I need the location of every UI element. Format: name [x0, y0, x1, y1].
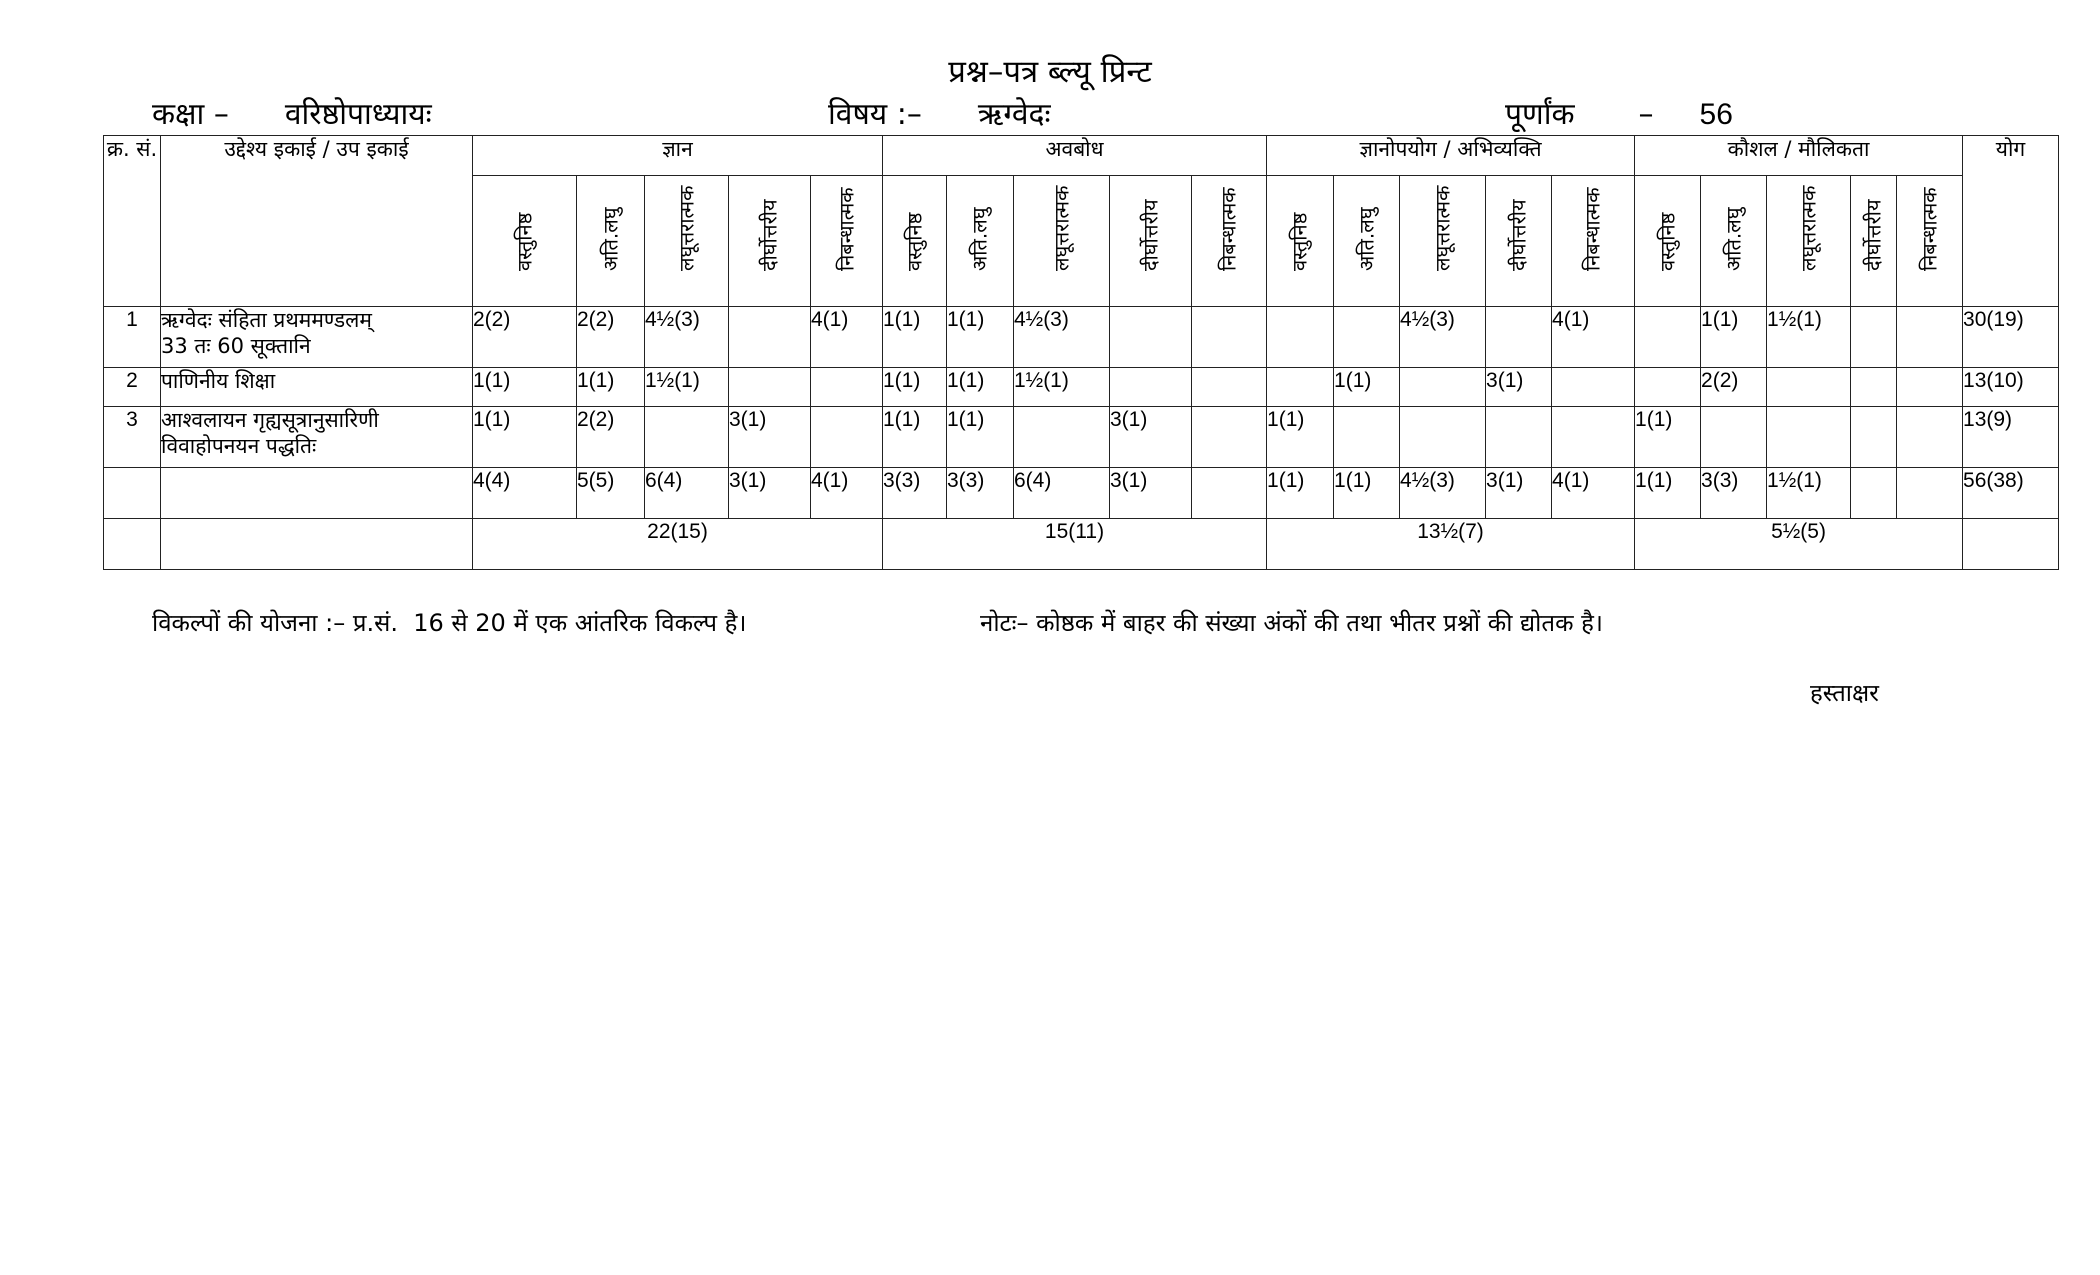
- marks-cell: 1(1): [577, 368, 645, 407]
- marks-cell: 1½(1): [1014, 368, 1110, 407]
- question-type-header: [1110, 176, 1192, 307]
- column-total: 3(1): [729, 468, 811, 519]
- group-total: 5½(5): [1635, 519, 1963, 570]
- marks-cell: [1851, 307, 1897, 368]
- note-text: नोटः– कोष्ठक में बाहर की संख्या अंकों की तथा भीतर प्रश्नों की द्योतक है।: [980, 609, 1603, 637]
- marks-cell: [1767, 407, 1851, 468]
- blueprint-body: [104, 307, 2059, 570]
- question-type-label: अति.लघु: [598, 207, 622, 271]
- page-title: प्रश्न–पत्र ब्ल्यू प्रिन्ट: [948, 54, 1152, 90]
- signature-label: हस्ताक्षर: [1810, 679, 1879, 707]
- class-label: कक्षा –: [152, 97, 229, 132]
- question-type-label: निबन्धात्मक: [834, 187, 858, 271]
- blueprint-table: [103, 135, 2059, 570]
- marks-cell: [1701, 407, 1767, 468]
- group-header-kaushal: कौशल / मौलिकता: [1635, 136, 1963, 176]
- column-total: 1½(1): [1767, 468, 1851, 519]
- marks-cell: [1897, 407, 1963, 468]
- marks-cell: [1552, 407, 1635, 468]
- row-total: 13(9): [1963, 407, 2059, 468]
- row-unit-line: आश्वलायन गृह्यसूत्रानुसारिणी: [161, 408, 379, 432]
- question-type-label: वस्तुनिष्ठ: [1287, 212, 1312, 271]
- question-type-label: वस्तुनिष्ठ: [1655, 212, 1680, 271]
- marks-cell: 1(1): [1267, 407, 1334, 468]
- column-total: 3(1): [1486, 468, 1552, 519]
- marks-cell: [1267, 368, 1334, 407]
- group-total: 13½(7): [1267, 519, 1635, 570]
- question-type-label: निबन्धात्मक: [1580, 187, 1605, 271]
- marks-cell: 2(2): [1701, 368, 1767, 407]
- row-unit-line: पाणिनीय शिक्षा: [161, 369, 276, 393]
- question-type-label: वस्तुनिष्ठ: [902, 212, 926, 271]
- column-total: 3(3): [883, 468, 947, 519]
- question-type-header: [1552, 176, 1635, 307]
- grand-total: 56(38): [1963, 468, 2059, 519]
- empty-cell: [161, 468, 473, 519]
- marks-cell: 1(1): [1701, 307, 1767, 368]
- row-serial: 1: [104, 307, 161, 368]
- group-totals-row: [104, 519, 2059, 570]
- question-type-header: [473, 176, 577, 307]
- column-total: 4(4): [473, 468, 577, 519]
- empty-cell: [161, 519, 473, 570]
- marks-cell: 1(1): [1635, 407, 1701, 468]
- marks-cell: 3(1): [729, 407, 811, 468]
- row-unit: [161, 407, 473, 468]
- marks-cell: [1767, 368, 1851, 407]
- question-type-header: [1701, 176, 1767, 307]
- subject-line: [828, 92, 1051, 133]
- class-value: वरिष्ठोपाध्यायः: [284, 97, 432, 132]
- marks-cell: [1897, 307, 1963, 368]
- question-type-label: लघूत्तरात्मक: [1430, 185, 1455, 271]
- row-total: 13(10): [1963, 368, 2059, 407]
- marks-cell: [1192, 407, 1267, 468]
- unit-header: उद्देश्य इकाई / उप इकाई: [161, 136, 473, 307]
- group-header-gyan: ज्ञान: [473, 136, 883, 176]
- table-row: [104, 407, 2059, 468]
- marks-cell: [1851, 368, 1897, 407]
- marks-cell: 3(1): [1110, 407, 1192, 468]
- question-type-label: दीर्घोत्तरीय: [1861, 199, 1886, 271]
- column-total: 6(4): [1014, 468, 1110, 519]
- question-type-header: [1897, 176, 1963, 307]
- column-total: 6(4): [645, 468, 729, 519]
- marks-cell: 4(1): [1552, 307, 1635, 368]
- question-type-label: अति.लघु: [1354, 207, 1379, 271]
- marks-cell: 4(1): [811, 307, 883, 368]
- yog-header: योग: [1963, 136, 2059, 307]
- marks-cell: 1(1): [473, 407, 577, 468]
- marks-cell: [1400, 368, 1486, 407]
- column-total: 1(1): [1334, 468, 1400, 519]
- marks-cell: [1486, 307, 1552, 368]
- marks-cell: 4½(3): [1014, 307, 1110, 368]
- row-unit-line: विवाहोपनयन पद्धतिः: [161, 434, 317, 459]
- question-type-header: [1851, 176, 1897, 307]
- question-type-label: निबन्धात्मक: [1917, 187, 1942, 271]
- marks-cell: [1552, 368, 1635, 407]
- marks-cell: [1486, 407, 1552, 468]
- marks-cell: [1192, 368, 1267, 407]
- question-type-header: [1635, 176, 1701, 307]
- marks-cell: 1(1): [947, 307, 1014, 368]
- question-type-label: वस्तुनिष्ठ: [512, 212, 536, 271]
- column-totals-row: [104, 468, 2059, 519]
- marks-cell: [1334, 307, 1400, 368]
- empty-cell: [104, 519, 161, 570]
- row-unit-line: 33 तः 60 सूक्तानि: [161, 334, 311, 359]
- question-type-header: [1192, 176, 1267, 307]
- column-total: 4(1): [1552, 468, 1635, 519]
- marks-cell: 2(2): [577, 307, 645, 368]
- marks-cell: [811, 407, 883, 468]
- marks-cell: [645, 407, 729, 468]
- column-total: [1851, 468, 1897, 519]
- question-type-header: [811, 176, 883, 307]
- question-type-header: [577, 176, 645, 307]
- total-marks-label: पूर्णांक: [1505, 97, 1575, 132]
- marks-cell: [1192, 307, 1267, 368]
- row-serial: 3: [104, 407, 161, 468]
- question-type-header: [883, 176, 947, 307]
- column-total: [1192, 468, 1267, 519]
- marks-cell: [1334, 407, 1400, 468]
- question-type-header: [947, 176, 1014, 307]
- total-marks-value: 56: [1699, 98, 1733, 131]
- total-marks-line: [1505, 92, 1733, 133]
- marks-cell: 1½(1): [645, 368, 729, 407]
- marks-cell: 1(1): [883, 307, 947, 368]
- marks-cell: 2(2): [577, 407, 645, 468]
- question-type-header: [1486, 176, 1552, 307]
- marks-cell: [1400, 407, 1486, 468]
- marks-cell: 1(1): [1334, 368, 1400, 407]
- marks-cell: [1110, 368, 1192, 407]
- row-unit: [161, 368, 473, 407]
- question-type-label: अति.लघु: [1721, 207, 1746, 271]
- marks-cell: [729, 368, 811, 407]
- empty-cell: [1963, 519, 2059, 570]
- column-total: 3(1): [1110, 468, 1192, 519]
- row-unit-line: ऋग्वेदः संहिता प्रथममण्डलम्: [161, 308, 372, 332]
- group-header-gyanopayog: ज्ञानोपयोग / अभिव्यक्ति: [1267, 136, 1635, 176]
- question-type-header: [1267, 176, 1334, 307]
- row-unit: [161, 307, 473, 368]
- row-serial: 2: [104, 368, 161, 407]
- subject-value: ऋग्वेदः: [977, 97, 1051, 132]
- question-type-header: [1400, 176, 1486, 307]
- question-type-label: दीर्घोत्तरीय: [757, 199, 781, 271]
- group-header-avabodh: अवबोध: [883, 136, 1267, 176]
- question-type-header: [1334, 176, 1400, 307]
- column-total: 3(3): [947, 468, 1014, 519]
- question-type-label: लघूत्तरात्मक: [1796, 185, 1821, 271]
- subject-label: विषय :–: [828, 97, 922, 132]
- question-type-label: दीर्घोत्तरीय: [1138, 199, 1162, 271]
- options-scheme: विकल्पों की योजना :– प्र.सं. 16 से 20 में एक आंतरिक विकल्प है।: [152, 609, 747, 637]
- column-total: 5(5): [577, 468, 645, 519]
- question-type-header: [645, 176, 729, 307]
- marks-cell: [1635, 368, 1701, 407]
- class-line: [152, 92, 432, 133]
- question-type-header: [729, 176, 811, 307]
- table-row: [104, 368, 2059, 407]
- marks-cell: [1267, 307, 1334, 368]
- column-total: 4½(3): [1400, 468, 1486, 519]
- question-type-header: [1767, 176, 1851, 307]
- row-total: 30(19): [1963, 307, 2059, 368]
- column-total: 1(1): [1635, 468, 1701, 519]
- question-type-label: लघूत्तरात्मक: [674, 185, 698, 271]
- marks-cell: 2(2): [473, 307, 577, 368]
- question-type-header: [1014, 176, 1110, 307]
- marks-cell: [1635, 307, 1701, 368]
- question-type-label: लघूत्तरात्मक: [1049, 185, 1073, 271]
- marks-cell: [811, 368, 883, 407]
- total-marks-dash: –: [1638, 97, 1654, 132]
- marks-cell: [1014, 407, 1110, 468]
- marks-cell: 1(1): [883, 368, 947, 407]
- marks-cell: [729, 307, 811, 368]
- marks-cell: 1(1): [473, 368, 577, 407]
- marks-cell: 1(1): [947, 368, 1014, 407]
- column-total: 1(1): [1267, 468, 1334, 519]
- marks-cell: 4½(3): [1400, 307, 1486, 368]
- group-total: 22(15): [473, 519, 883, 570]
- group-total: 15(11): [883, 519, 1267, 570]
- question-type-label: अति.लघु: [967, 207, 992, 271]
- empty-cell: [104, 468, 161, 519]
- marks-cell: [1897, 368, 1963, 407]
- sn-header: क्र. सं.: [104, 136, 161, 307]
- marks-cell: 1(1): [883, 407, 947, 468]
- column-total: 3(3): [1701, 468, 1767, 519]
- column-total: 4(1): [811, 468, 883, 519]
- marks-cell: [1110, 307, 1192, 368]
- marks-cell: 1½(1): [1767, 307, 1851, 368]
- group-header-row: [104, 136, 2059, 176]
- marks-cell: 3(1): [1486, 368, 1552, 407]
- marks-cell: 1(1): [947, 407, 1014, 468]
- question-type-label: निबन्धात्मक: [1216, 187, 1241, 271]
- marks-cell: [1851, 407, 1897, 468]
- marks-cell: 4½(3): [645, 307, 729, 368]
- column-total: [1897, 468, 1963, 519]
- question-type-label: दीर्घोत्तरीय: [1506, 199, 1531, 271]
- table-row: [104, 307, 2059, 368]
